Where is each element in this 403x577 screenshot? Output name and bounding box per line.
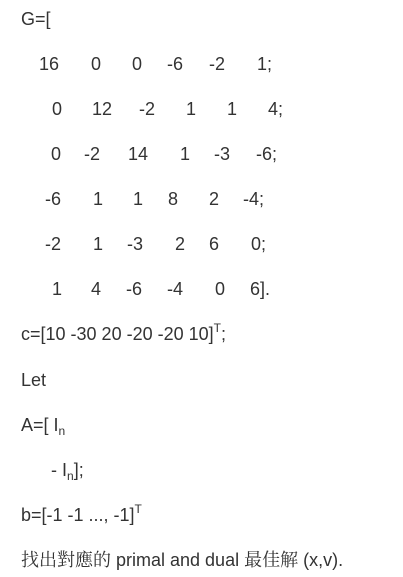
c-vector-definition	[21, 323, 226, 345]
c-vector-tail: ;	[220, 324, 226, 344]
matrix-cell: 4	[91, 279, 102, 299]
task-tail: (x,v).	[298, 550, 344, 570]
matrix-cell: 14	[128, 144, 149, 164]
a-matrix-text: A=[ I	[21, 415, 59, 435]
matrix-cell: 2	[209, 189, 220, 209]
matrix-cell: 16	[39, 54, 60, 74]
matrix-cell: 6].	[250, 279, 271, 299]
task-instruction	[21, 549, 343, 572]
task-cjk-suffix: 最佳解	[244, 550, 299, 571]
transpose-superscript: T	[134, 502, 142, 516]
matrix-cell: 0	[132, 54, 143, 74]
matrix-cell: -6	[167, 54, 184, 74]
matrix-cell: 6	[209, 234, 220, 254]
a-matrix-text: - I	[51, 460, 67, 480]
identity-subscript: n	[58, 424, 66, 438]
matrix-row	[0, 278, 403, 300]
matrix-cell: -2	[209, 54, 226, 74]
matrix-cell: -3	[214, 144, 231, 164]
matrix-cell: -2	[84, 144, 101, 164]
matrix-row	[0, 98, 403, 120]
identity-subscript: n	[67, 469, 74, 483]
a-matrix-line-2	[51, 459, 84, 481]
matrix-cell: 1	[93, 189, 104, 209]
b-vector-text: b=[-1 -1 ..., -1]	[21, 505, 135, 525]
matrix-cell: -6	[126, 279, 143, 299]
matrix-row	[0, 188, 403, 210]
matrix-cell: 1	[227, 99, 238, 119]
matrix-cell: 1	[52, 279, 63, 299]
matrix-cell: -2	[45, 234, 62, 254]
matrix-cell: 12	[92, 99, 113, 119]
matrix-cell: -6;	[256, 144, 278, 164]
matrix-label: G=[	[21, 9, 51, 29]
a-matrix-line-1	[21, 414, 65, 436]
matrix-cell: 1	[93, 234, 104, 254]
matrix-cell: 0	[91, 54, 102, 74]
matrix-cell: 0	[51, 144, 62, 164]
c-vector-text: c=[10 -30 20 -20 -20 10]	[21, 324, 214, 344]
let-text: Let	[21, 370, 47, 390]
matrix-cell: 0	[52, 99, 63, 119]
matrix-cell: -4;	[243, 189, 265, 209]
matrix-cell: 4;	[268, 99, 284, 119]
matrix-cell: -6	[45, 189, 62, 209]
matrix-cell: 0;	[251, 234, 267, 254]
matrix-cell: 1	[186, 99, 197, 119]
matrix-cell: -2	[139, 99, 156, 119]
matrix-cell: 2	[175, 234, 186, 254]
matrix-row	[0, 143, 403, 165]
a-matrix-tail: ];	[73, 460, 84, 480]
task-cjk-prefix: 找出對應的	[21, 550, 111, 571]
matrix-cell: -4	[167, 279, 184, 299]
matrix-cell: 0	[215, 279, 226, 299]
matrix-cell: 1	[180, 144, 191, 164]
matrix-row	[0, 233, 403, 255]
matrix-cell: 8	[168, 189, 179, 209]
matrix-cell: 1	[133, 189, 144, 209]
b-vector-definition	[21, 504, 142, 526]
matrix-row	[0, 53, 403, 75]
matrix-cell: 1;	[257, 54, 273, 74]
matrix-cell: -3	[127, 234, 144, 254]
task-latin: primal and dual	[111, 550, 245, 570]
transpose-superscript: T	[213, 321, 221, 335]
